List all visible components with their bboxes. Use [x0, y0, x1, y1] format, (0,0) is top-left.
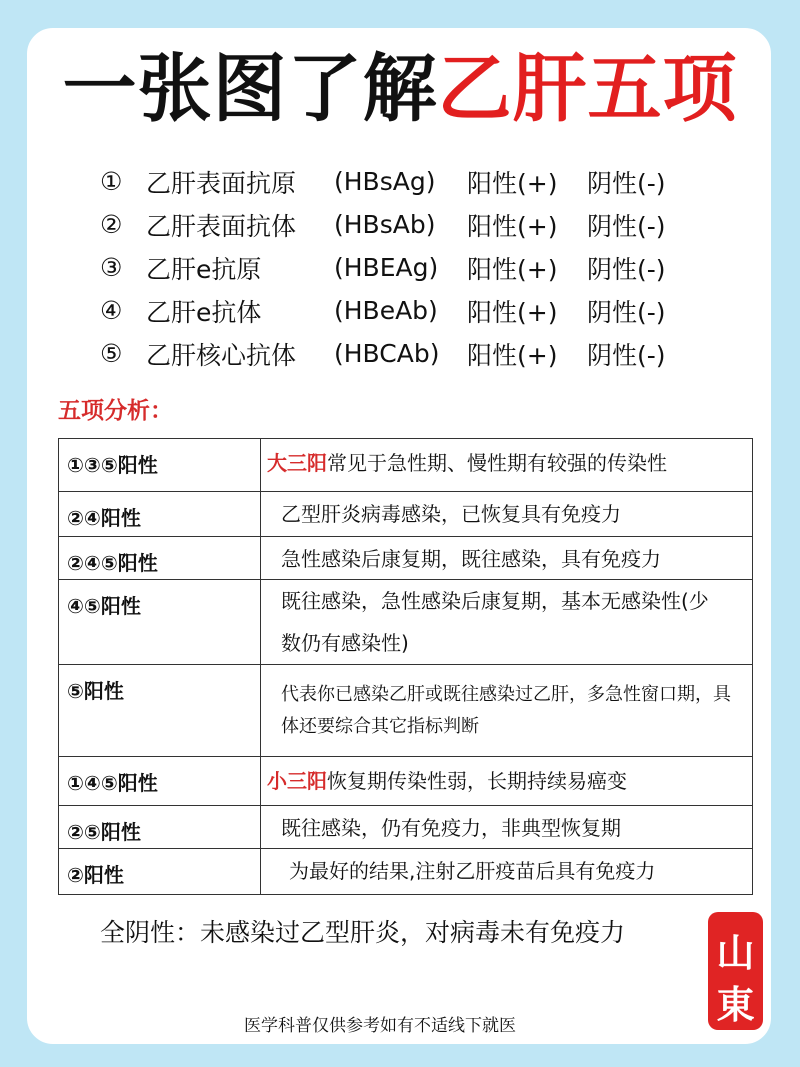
marker-number: ② — [100, 210, 123, 239]
marker-negative: 阴性(-) — [587, 254, 666, 284]
pattern-cell: ⑤阳性 — [59, 665, 261, 756]
pattern-cell: ④⑤阳性 — [59, 580, 261, 664]
title-part1: 一张图了解 — [62, 46, 438, 132]
pattern-cell: ②阳性 — [59, 849, 261, 894]
description-cell — [261, 439, 752, 491]
table-row — [59, 664, 752, 756]
table-row — [59, 536, 752, 579]
marker-name: 乙肝表面抗原 — [146, 168, 297, 198]
table-row — [59, 805, 752, 848]
all-negative-note: 全阴性：未感染过乙型肝炎，对病毒未有免疫力 — [100, 918, 626, 947]
description-cell: 为最好的结果,注射乙肝疫苗后具有免疫力 — [289, 859, 656, 883]
pattern-cell: ①③⑤阳性 — [59, 439, 261, 491]
marker-item — [100, 203, 666, 246]
marker-negative: 阴性(-) — [587, 168, 666, 198]
marker-name: 乙肝e抗原 — [146, 254, 262, 284]
marker-negative: 阴性(-) — [587, 211, 666, 241]
marker-item — [100, 246, 666, 289]
footer-disclaimer: 医学科普仅供参考如有不适线下就医 — [244, 1016, 516, 1036]
marker-item — [100, 332, 666, 375]
marker-list — [100, 160, 666, 375]
seal-char-top: 山 — [716, 931, 755, 975]
pattern-cell: ①④⑤阳性 — [59, 757, 261, 805]
description-cell: 既往感染，仍有免疫力，非典型恢复期 — [281, 816, 621, 840]
marker-number: ③ — [100, 253, 123, 282]
description-cell: 代表你已感染乙肝或既往感染过乙肝，多急性窗口期，具体还要综合其它指标判断 — [281, 684, 731, 737]
description-cell: 急性感染后康复期，既往感染，具有免疫力 — [281, 547, 661, 571]
pattern-cell: ②④⑤阳性 — [59, 537, 261, 579]
marker-number: ① — [100, 167, 123, 196]
highlight-label: 大三阳 — [267, 451, 327, 475]
marker-positive: 阳性(+) — [467, 168, 558, 198]
table-row — [59, 439, 752, 491]
description-cell: 乙型肝炎病毒感染，已恢复具有免疫力 — [281, 502, 621, 526]
description-cell — [261, 757, 752, 805]
table-row — [59, 848, 752, 894]
analysis-table — [58, 438, 753, 895]
pattern-cell: ②④阳性 — [59, 492, 261, 536]
marker-name: 乙肝表面抗体 — [146, 211, 297, 241]
marker-abbr: (HBsAb) — [334, 210, 436, 239]
marker-abbr: (HBeAb) — [334, 296, 438, 325]
table-row — [59, 491, 752, 536]
table-row — [59, 579, 752, 664]
marker-positive: 阳性(+) — [467, 211, 558, 241]
description-text: 常见于急性期、慢性期有较强的传染性 — [327, 451, 667, 475]
marker-number: ④ — [100, 296, 123, 325]
highlight-label: 小三阳 — [267, 769, 327, 793]
marker-name: 乙肝e抗体 — [146, 297, 262, 327]
marker-abbr: (HBCAb) — [334, 339, 440, 368]
description-text: 恢复期传染性弱，长期持续易癌变 — [327, 769, 627, 793]
table-row — [59, 756, 752, 805]
seal-char-bottom: 東 — [716, 983, 755, 1027]
marker-name: 乙肝核心抗体 — [146, 340, 297, 370]
title-part2: 乙肝五项 — [437, 46, 738, 132]
pattern-cell: ②⑤阳性 — [59, 806, 261, 848]
marker-abbr: (HBsAg) — [334, 167, 436, 196]
page-title — [0, 46, 800, 132]
description-cell: 既往感染，急性感染后康复期，基本无感染性(少数仍有感染性) — [281, 589, 709, 655]
seal-stamp-icon — [708, 912, 763, 1030]
analysis-heading: 五项分析： — [58, 398, 173, 424]
marker-positive: 阳性(+) — [467, 297, 558, 327]
marker-negative: 阴性(-) — [587, 297, 666, 327]
marker-abbr: (HBEAg) — [334, 253, 439, 282]
marker-item — [100, 160, 666, 203]
marker-number: ⑤ — [100, 339, 123, 368]
marker-positive: 阳性(+) — [467, 340, 558, 370]
marker-negative: 阴性(-) — [587, 340, 666, 370]
marker-item — [100, 289, 666, 332]
marker-positive: 阳性(+) — [467, 254, 558, 284]
